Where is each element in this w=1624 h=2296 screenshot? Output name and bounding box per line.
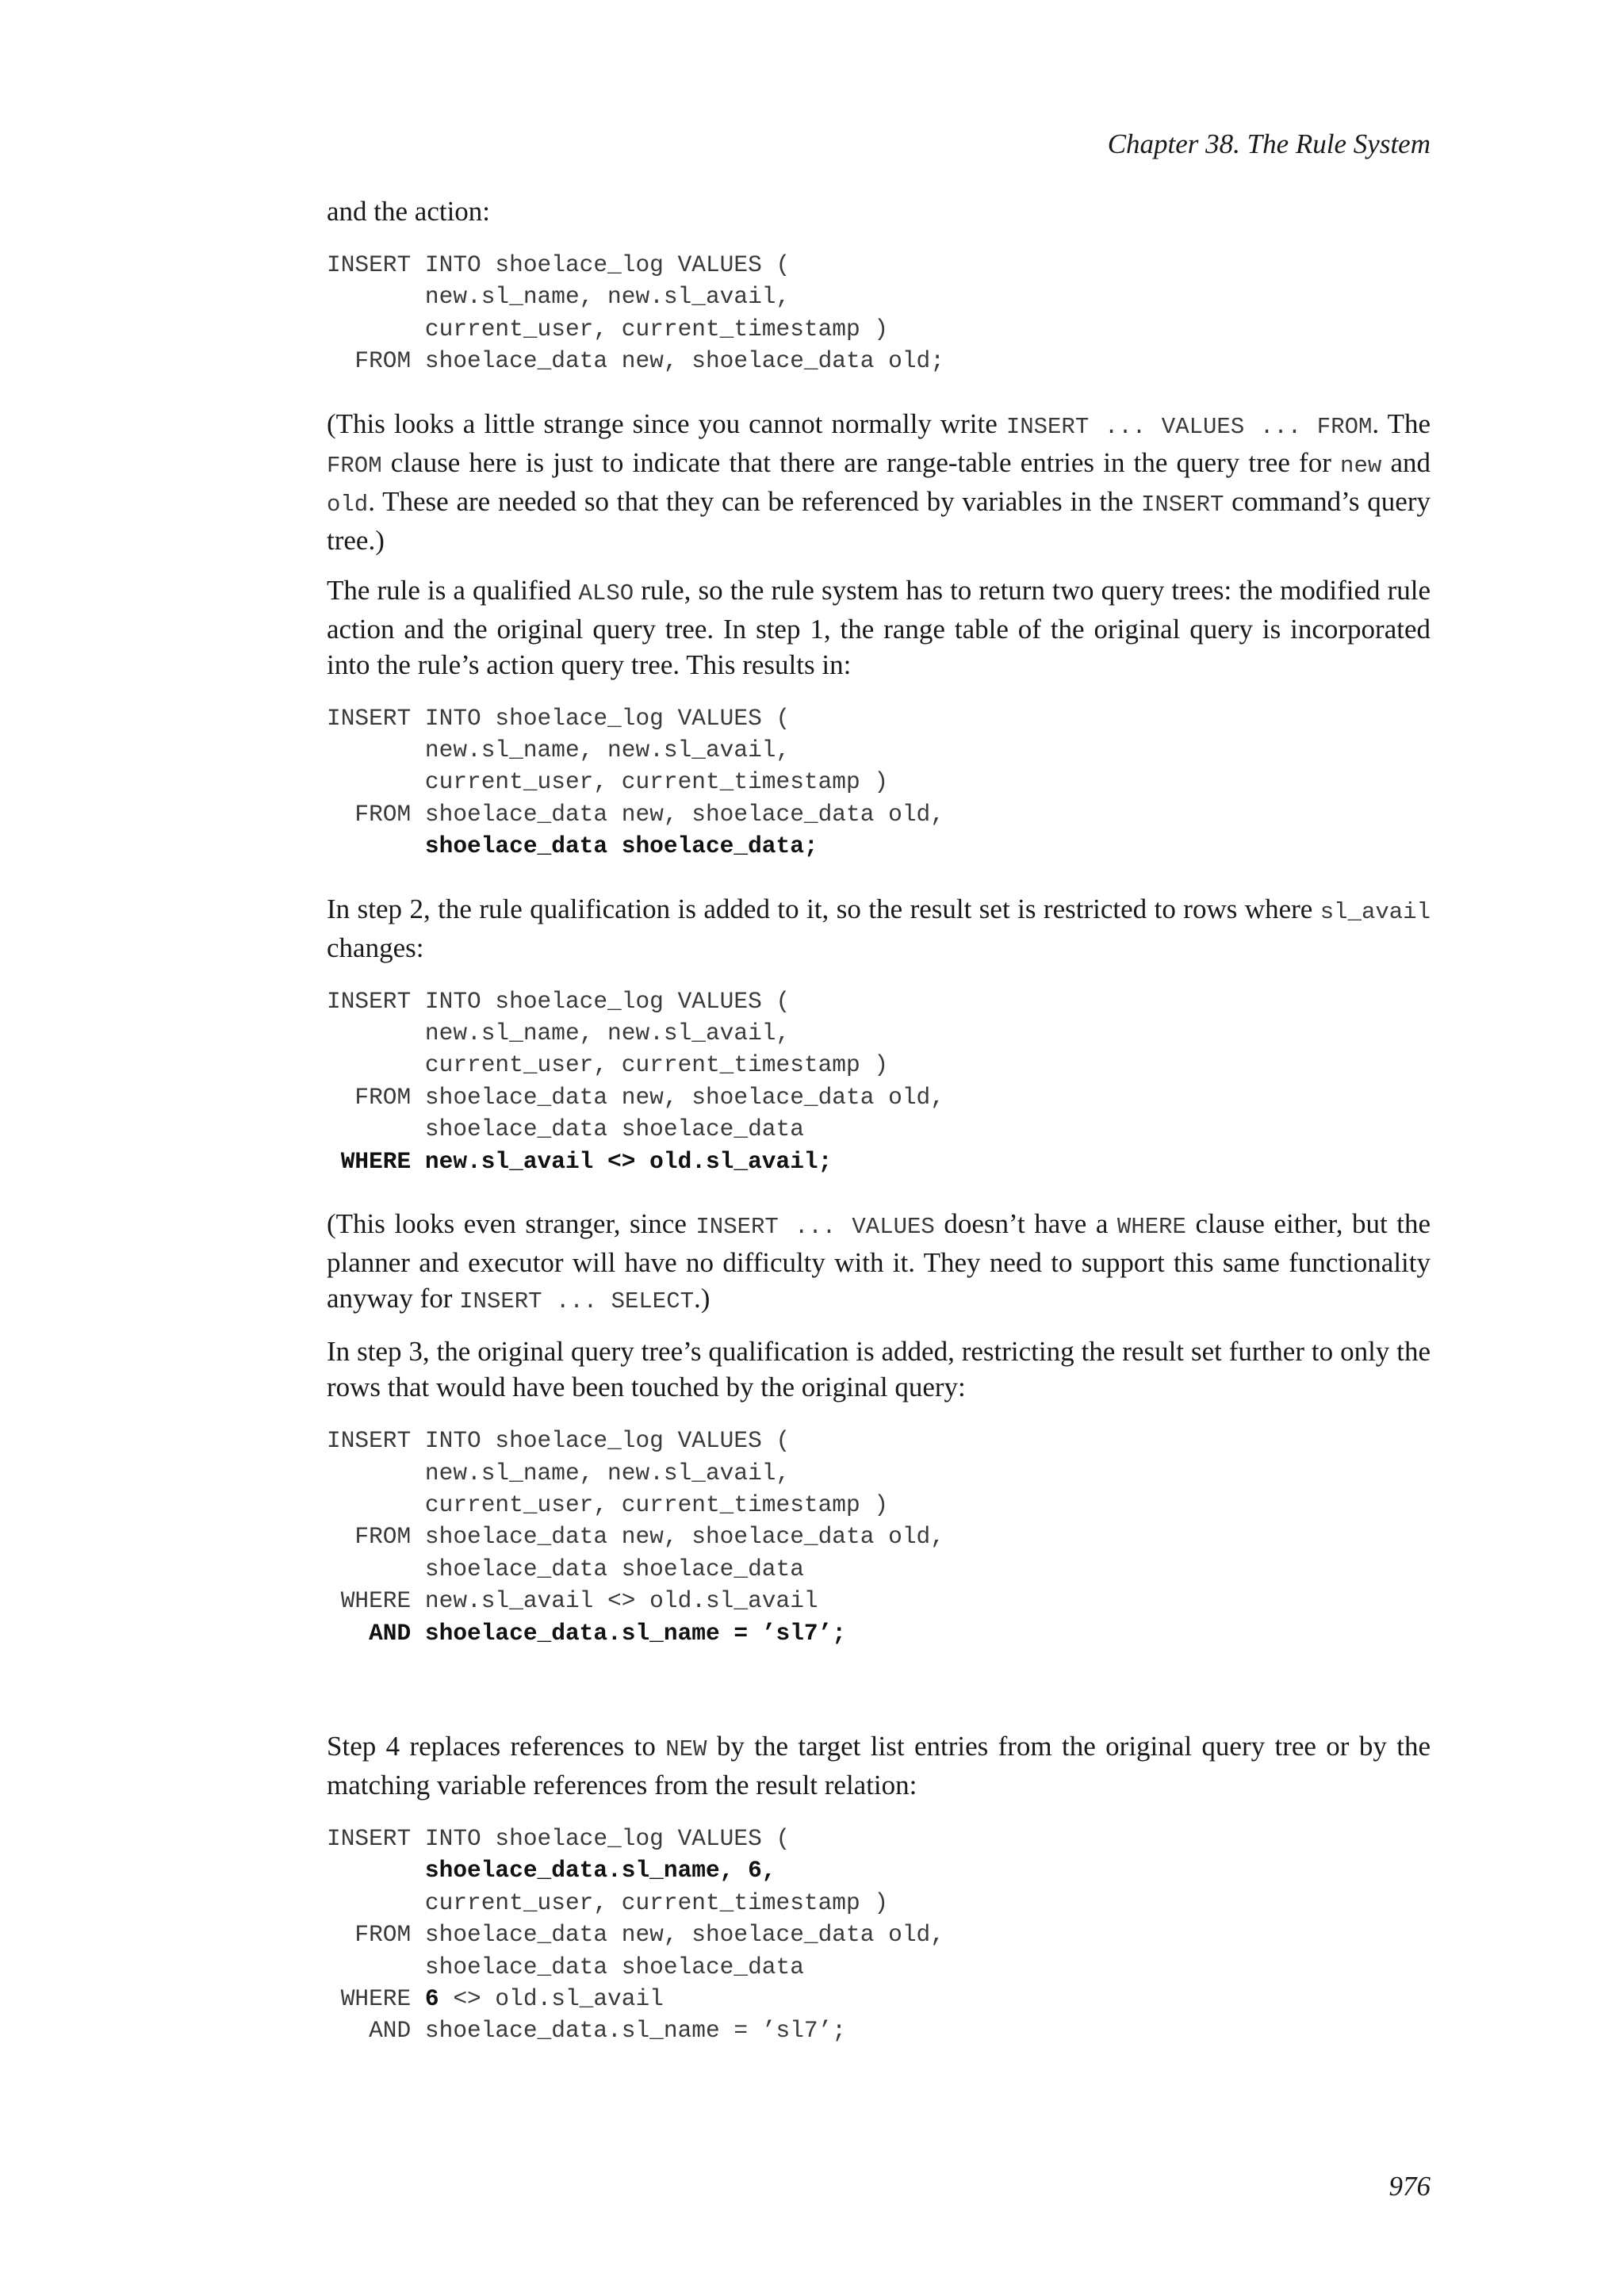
- chapter-header: Chapter 38. The Rule System: [1107, 128, 1431, 159]
- code-line: new.sl_name, new.sl_avail,: [327, 737, 791, 764]
- inline-code: WHERE: [1116, 1214, 1186, 1241]
- paragraph-step3: In step 3, the original query tree’s qualification is added, restricting the result set further to only the rows that would have been touched by the original query:: [327, 1336, 1431, 1403]
- page-number: 976: [1388, 2171, 1431, 2202]
- code-line: new.sl_name, new.sl_avail,: [327, 1020, 791, 1047]
- code-line: AND shoelace_data.sl_name = ’sl7’;: [327, 2017, 847, 2045]
- code-line: FROM shoelace_data new, shoelace_data old,: [327, 800, 944, 828]
- code-line: current_user, current_timestamp ): [327, 1051, 889, 1079]
- code-line: shoelace_data shoelace_data: [327, 1953, 804, 1980]
- paragraph-step4: Step 4 replaces references to NEW by the target list entries from the original query tree or by the matching variable references from the result relation:: [327, 1730, 1431, 1800]
- code-block-step3: [327, 1425, 1431, 1649]
- page-content: [327, 193, 1431, 2047]
- paragraph-step2: In step 2, the rule qualification is added to it, so the result set is restricted to rows where sl_avail changes:: [327, 893, 1431, 963]
- code-line: FROM shoelace_data new, shoelace_data old;: [327, 347, 944, 375]
- code-block-step4: [327, 1823, 1431, 2047]
- inline-code: INSERT: [1140, 491, 1224, 518]
- code-line: FROM shoelace_data new, shoelace_data old,: [327, 1921, 944, 1949]
- paragraph-even-stranger: (This looks even stranger, since INSERT ... VALUES doesn’t have a WHERE clause either, but the planner and executor will have no difficulty with it. They need to support this same functionality anyway for INSERT ... SELECT.): [327, 1208, 1431, 1315]
- paragraph-strange-note: (This looks a little strange since you cannot normally write INSERT ... VALUES ... FROM. The FROM clause here is just to indicate that there are range-table entries in the query tree for new and old. These are needed so that they can be referenced by variables in the INSERT command’s query tree.): [327, 408, 1431, 556]
- code-line: INSERT INTO shoelace_log VALUES (: [327, 1427, 791, 1455]
- code-block-step1: [327, 702, 1431, 863]
- code-line: current_user, current_timestamp ): [327, 315, 889, 342]
- code-line: <> old.sl_avail: [439, 1984, 664, 2012]
- code-line: FROM shoelace_data new, shoelace_data old,: [327, 1083, 944, 1111]
- code-block-step2: [327, 985, 1431, 1177]
- inline-code: INSERT ... VALUES: [695, 1214, 935, 1241]
- code-line: new.sl_name, new.sl_avail,: [327, 1459, 791, 1487]
- code-highlight: AND shoelace_data.sl_name = ’sl7’;: [369, 1619, 847, 1647]
- code-line: new.sl_name, new.sl_avail,: [327, 283, 791, 311]
- code-line: current_user, current_timestamp ): [327, 768, 889, 796]
- inline-code: FROM: [327, 452, 382, 479]
- code-highlight: 6: [424, 1984, 439, 2012]
- code-line: [327, 832, 425, 859]
- code-highlight: shoelace_data shoelace_data;: [424, 832, 818, 860]
- code-block-action: [327, 249, 1431, 377]
- inline-code: new: [1340, 452, 1382, 479]
- paragraph-qualified-rule: The rule is a qualified ALSO rule, so the rule system has to return two query trees: the modified rule action and the original query tree. In step 1, the range table of the original query is incorporated into the rule’s action query tree. This results in:: [327, 574, 1431, 680]
- inline-code: sl_avail: [1320, 898, 1431, 925]
- inline-code: NEW: [665, 1735, 707, 1762]
- code-line: [327, 1857, 425, 1884]
- paragraph-action-intro: and the action:: [327, 196, 491, 227]
- inline-code: INSERT ... VALUES ... FROM: [1005, 413, 1373, 440]
- code-line: current_user, current_timestamp ): [327, 1490, 889, 1518]
- code-line: INSERT INTO shoelace_log VALUES (: [327, 987, 791, 1015]
- code-highlight: shoelace_data.sl_name, 6,: [424, 1857, 776, 1885]
- code-line: [327, 1148, 341, 1175]
- code-line: WHERE new.sl_avail <> old.sl_avail: [327, 1587, 818, 1615]
- code-highlight: WHERE new.sl_avail <> old.sl_avail;: [340, 1147, 833, 1175]
- inline-code: INSERT ... SELECT: [459, 1288, 695, 1315]
- inline-code: ALSO: [578, 580, 634, 607]
- code-line: INSERT INTO shoelace_log VALUES (: [327, 1824, 791, 1852]
- code-line: [327, 1620, 369, 1647]
- code-line: current_user, current_timestamp ): [327, 1888, 889, 1916]
- code-line: shoelace_data shoelace_data: [327, 1115, 804, 1143]
- code-line: INSERT INTO shoelace_log VALUES (: [327, 704, 791, 732]
- code-line: FROM shoelace_data new, shoelace_data old,: [327, 1523, 944, 1551]
- code-line: shoelace_data shoelace_data: [327, 1555, 804, 1582]
- code-line: WHERE: [327, 1984, 425, 2012]
- inline-code: old: [327, 491, 369, 518]
- code-line: INSERT INTO shoelace_log VALUES (: [327, 251, 791, 278]
